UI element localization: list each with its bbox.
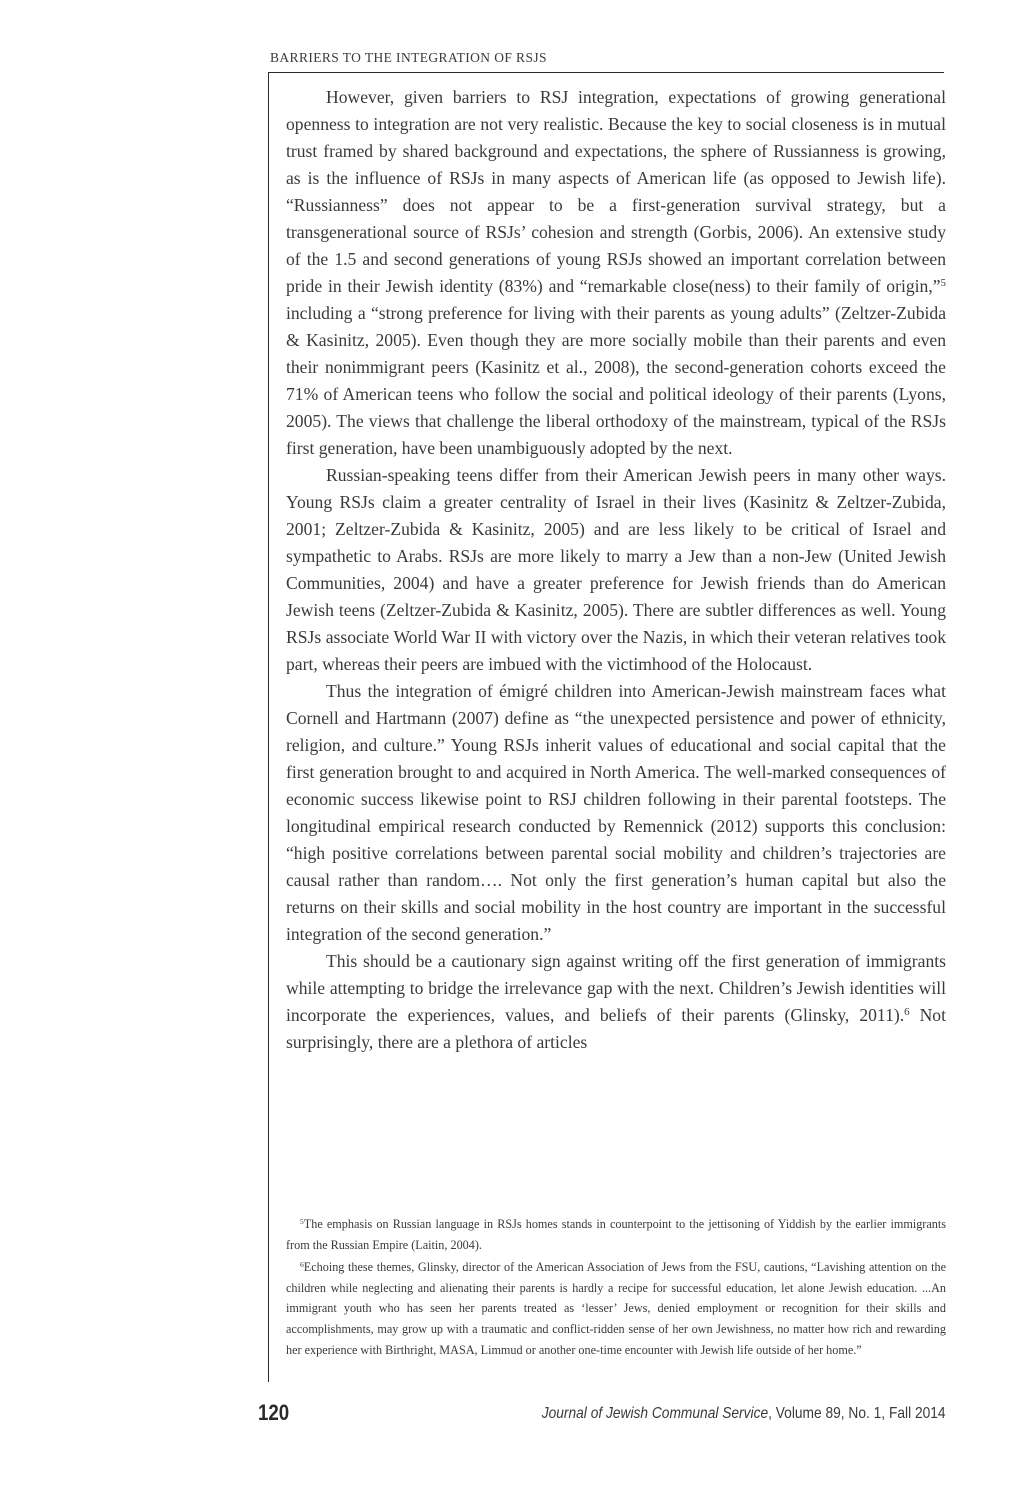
footnote-6 xyxy=(286,1257,946,1360)
footnote-5 xyxy=(286,1214,946,1255)
footnote-5-marker: 5 xyxy=(300,1216,304,1226)
paragraph-1 xyxy=(286,84,946,462)
paragraph-4-part-b: Not surprisingly, there are a plethora of articles xyxy=(286,1005,946,1052)
margin-rule xyxy=(268,72,269,1382)
footnotes xyxy=(286,1214,946,1362)
article-body xyxy=(286,84,946,1056)
footnote-ref-6[interactable]: 6 xyxy=(904,1006,910,1018)
footnote-5-text: The emphasis on Russian language in RSJs homes stands in counterpoint to the jettisoning of Yiddish by the earlier immigrants from the Russian Empire (Laitin, 2004). xyxy=(286,1217,946,1252)
footnote-ref-5[interactable]: 5 xyxy=(940,277,946,289)
paragraph-1-part-a: However, given barriers to RSJ integration, expectations of growing generational openness to integration are not very realistic. Because the key to social closeness is in mutual trust framed by shared background and expectations, the sphere of Russianness is growing, as is the influence of RSJs in many aspects of American life (as opposed to Jewish life). “Russianness” does not appear to be a first-generation survival strategy, but a transgenerational source of RSJs’ cohesion and strength (Gorbis, 2006). An extensive study of the 1.5 and second generations of young RSJs showed an important correlation between pride in their Jewish identity (83%) and “remarkable close(ness) to their family of origin,” xyxy=(286,87,946,296)
journal-citation xyxy=(542,1405,946,1423)
journal-details: , Volume 89, No. 1, Fall 2014 xyxy=(768,1405,946,1422)
paragraph-3: Thus the integration of émigré children into American-Jewish mainstream faces what Cornell and Hartmann (2007) define as “the unexpected persistence and power of ethnicity, religion, and culture.” Young RSJs inherit values of educational and social capital that the first generation brought to and acquired in North America. The well-marked consequences of economic success likewise point to RSJ children following in their parental footsteps. The longitudinal empirical research conducted by Remennick (2012) supports this conclusion: “high positive correlations between parental social mobility and children’s trajectories are causal rather than random…. Not only the first generation’s human capital but also the returns on their skills and social mobility in the host country are important in the successful integration of the second generation.” xyxy=(286,681,946,944)
footnote-6-marker: 6 xyxy=(300,1260,304,1270)
paragraph-1-part-b: including a “strong preference for living with their parents as young adults” (Zeltzer-Zubida & Kasinitz, 2005). Even though they are more socially mobile than their parents and even their nonimmigrant peers (Kasinitz et al., 2008), the second-generation cohorts exceed the 71% of American teens who follow the social and political ideology of their parents (Lyons, 2005). The views that challenge the liberal orthodoxy of the mainstream, typical of the RSJs first generation, have been unambiguously adopted by the next. xyxy=(286,303,946,458)
page-number: 120 xyxy=(258,1400,290,1425)
journal-title: Journal of Jewish Communal Service xyxy=(542,1405,769,1422)
footnote-6-text: Echoing these themes, Glinsky, director of the American Association of Jews from the FSU, cautions, “Lavishing attention on the children while neglecting and alienating their parents is hardly a recipe for successful education, let alone Jewish education. ...An immigrant youth who has seen her parents treated as ‘lesser’ Jews, denied employment or recognition for their skills and accomplishments, may grow up with a traumatic and conflict-ridden sense of her own Jewishness, no matter how rich and rewarding her experience with Birthright, MASA, Limmud or another one-time encounter with Jewish life outside of her home.” xyxy=(286,1260,946,1357)
paragraph-4 xyxy=(286,948,946,1056)
header-rule xyxy=(268,72,944,73)
paragraph-4-part-a: This should be a cautionary sign against writing off the first generation of immigrants while attempting to bridge the irrelevance gap with the next. Children’s Jewish identities will incorporate the experiences, values, and beliefs of their parents (Glinsky, 2011). xyxy=(286,951,946,1025)
running-head: BARRIERS TO THE INTEGRATION OF RSJS xyxy=(270,50,547,65)
paragraph-2: Russian-speaking teens differ from their American Jewish peers in many other ways. Young RSJs claim a greater centrality of Israel in their lives (Kasinitz & Zeltzer-Zubida, 2001; Zeltzer-Zubida & Kasinitz, 2005) and are less likely to be critical of Israel and sympathetic to Arabs. RSJs are more likely to marry a Jew than a non-Jew (United Jewish Communities, 2004) and have a greater preference for Jewish friends than do American Jewish teens (Zeltzer-Zubida & Kasinitz, 2005). There are subtler differences as well. Young RSJs associate World War II with victory over the Nazis, in which their veteran relatives took part, whereas their peers are imbued with the victimhood of the Holocaust. xyxy=(286,465,946,674)
